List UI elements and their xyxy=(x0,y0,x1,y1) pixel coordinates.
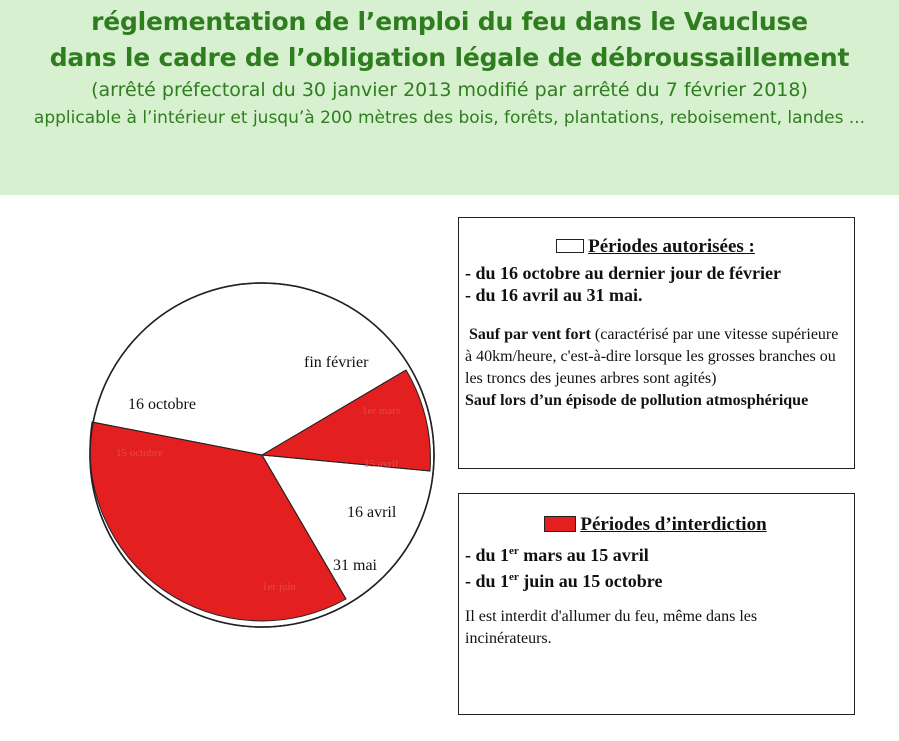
wind-exception-detail: (caractérisé par une vitesse supérieure à 40km/heure, c'est-à-dire lorsque les grosses branches ou les troncs des jeunes arbres sont agités) xyxy=(465,326,839,387)
header-banner xyxy=(0,0,899,195)
label-16-avril: 16 avril xyxy=(347,504,397,521)
faint-label-15-octobre: 15 octobre xyxy=(116,447,163,459)
authorized-periods-box xyxy=(458,217,855,469)
subtitle: (arrêté préfectoral du 30 janvier 2013 modifié par arrêté du 7 février 2018) xyxy=(91,79,808,101)
forbidden-title: Périodes d’interdiction xyxy=(580,514,767,535)
red-swatch-icon xyxy=(544,516,576,532)
wind-exception-bold: Sauf par vent fort xyxy=(469,326,591,343)
faint-label-1er-juin: 1er juin xyxy=(262,581,296,593)
forbidden-line-2: - du 1er juin au 15 octobre xyxy=(465,571,663,591)
authorized-heading xyxy=(465,236,846,258)
title-line-2: dans le cadre de l’obligation légale de débroussaillement xyxy=(49,43,850,72)
calendar-pie-diagram xyxy=(0,195,450,741)
forbidden-note: Il est interdit d'allumer du feu, même dans les incinérateurs. xyxy=(465,608,758,647)
forbidden-heading xyxy=(465,514,846,536)
wind-exception xyxy=(465,324,846,390)
pollution-exception: Sauf lors d’un épisode de pollution atmosphérique xyxy=(465,392,809,409)
faint-label-1er-mars: 1er mars xyxy=(362,405,401,417)
label-31-mai: 31 mai xyxy=(333,557,377,574)
forbidden-line-1: - du 1er mars au 15 avril xyxy=(465,545,649,565)
applicable-text: applicable à l’intérieur et jusqu’à 200 mètres des bois, forêts, plantations, reboisement, landes ... xyxy=(33,108,866,128)
white-swatch-icon xyxy=(556,239,584,253)
authorized-title: Périodes autorisées : xyxy=(588,236,755,257)
title-line-1: réglementation de l’emploi du feu dans le Vaucluse xyxy=(91,7,808,36)
label-16-octobre: 16 octobre xyxy=(128,396,196,413)
faint-label-15-avril: 15 avril xyxy=(364,458,398,470)
authorized-line-1: - du 16 octobre au dernier jour de février xyxy=(465,263,781,283)
label-fin-fevrier: fin février xyxy=(304,354,369,371)
forbidden-periods-box xyxy=(458,493,855,715)
authorized-line-2: - du 16 avril au 31 mai. xyxy=(465,285,643,305)
